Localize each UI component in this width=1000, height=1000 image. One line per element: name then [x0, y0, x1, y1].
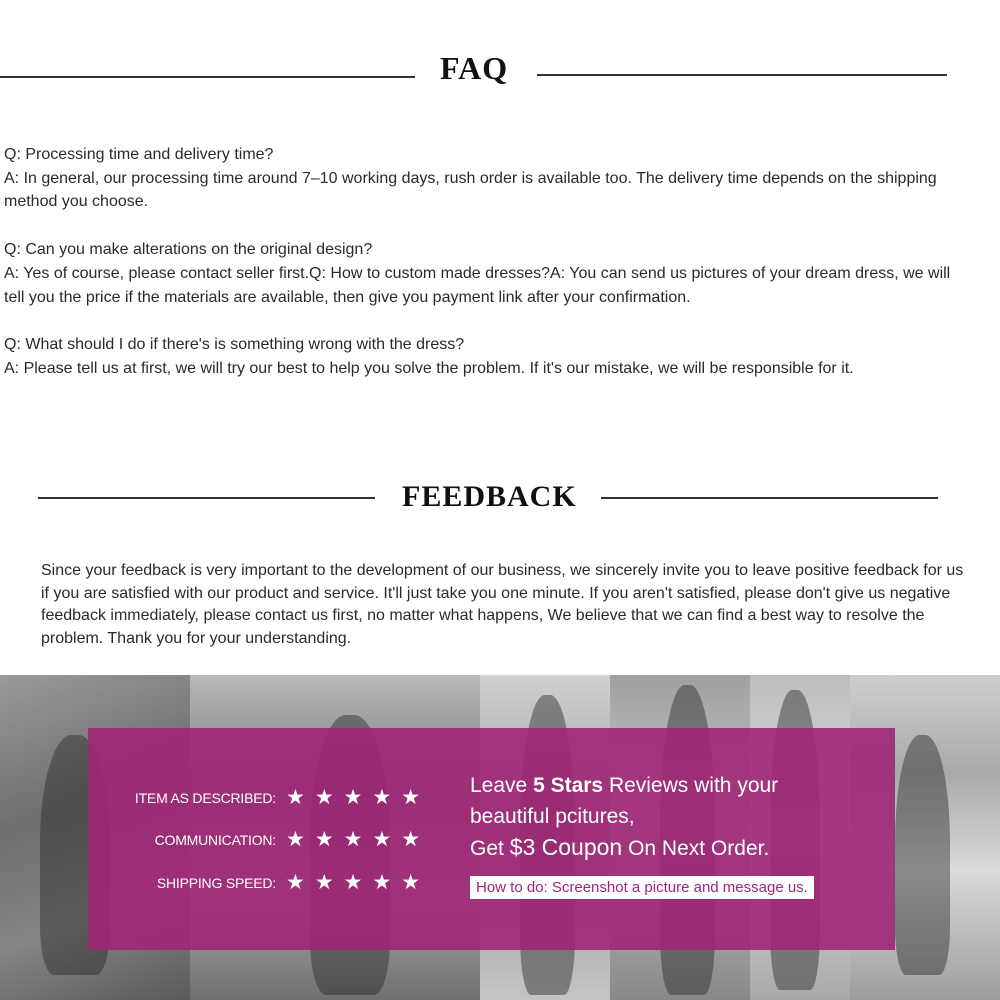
coupon-amount: $3 Coupon	[509, 834, 623, 860]
faq-title: FAQ	[440, 50, 509, 86]
review-promo-panel	[88, 728, 895, 950]
promo-line-2: beautiful pcitures,	[470, 805, 635, 828]
faq-item	[4, 238, 964, 309]
promo-message	[470, 770, 870, 864]
rating-label: COMMUNICATION:	[154, 832, 276, 848]
promo-line-3	[470, 832, 870, 864]
faq-item	[4, 333, 964, 380]
rating-label: SHIPPING SPEED:	[156, 875, 276, 891]
feedback-paragraph: Since your feedback is very important to the development of our business, we sincerely invite you to leave positive feedback for us if you are satisfied with our product and service. It'll just take you one minute. If you aren't satisfied, please don't give us negative feedback immediately, please contact us first, no matter what happens, We believe that we can find a best way to resolve the problem. Thank you for your understanding.	[41, 562, 964, 647]
promo-text-segment: Get	[470, 837, 510, 860]
how-to-instruction: How to do: Screenshot a picture and message us.	[470, 876, 814, 899]
feedback-title: FEEDBACK	[402, 480, 577, 513]
faq-divider-right	[537, 74, 947, 76]
faq-list	[4, 143, 964, 405]
five-star-icons: ★★★★★	[286, 786, 431, 809]
faq-answer: A: Yes of course, please contact seller first.Q: How to custom made dresses?A: You can send us pictures of your dream dress, we will tell you the price if the materials are available, then give you payment link after your confirmation.	[4, 264, 951, 306]
feedback-divider-right	[601, 497, 938, 499]
faq-question: Q: Can you make alterations on the original design?	[4, 241, 373, 259]
rating-row-communication	[88, 830, 448, 854]
promo-text-segment: On Next Order.	[622, 837, 770, 860]
promo-text-segment: Reviews with your	[603, 774, 779, 797]
rating-label: ITEM AS DESCRIBED:	[134, 790, 276, 806]
promo-text-segment: Leave	[470, 774, 534, 797]
faq-divider-left	[0, 76, 415, 78]
faq-answer: A: Please tell us at first, we will try our best to help you solve the problem. If it's our mistake, we will be responsible for it.	[4, 359, 854, 377]
promo-line-1	[470, 770, 870, 801]
faq-item	[4, 143, 964, 214]
rating-row-shipping-speed	[88, 873, 448, 897]
faq-question: Q: What should I do if there's is something wrong with the dress?	[4, 336, 465, 354]
rating-row-item-as-described	[88, 788, 448, 812]
five-star-icons: ★★★★★	[286, 871, 431, 894]
feedback-divider-left	[38, 497, 375, 499]
faq-answer: A: In general, our processing time around 7–10 working days, rush order is available too. The delivery time depends on the shipping method you choose.	[4, 169, 937, 211]
five-star-icons: ★★★★★	[286, 828, 431, 851]
faq-question: Q: Processing time and delivery time?	[4, 146, 274, 163]
five-stars-emphasis: 5 Stars	[533, 774, 604, 797]
